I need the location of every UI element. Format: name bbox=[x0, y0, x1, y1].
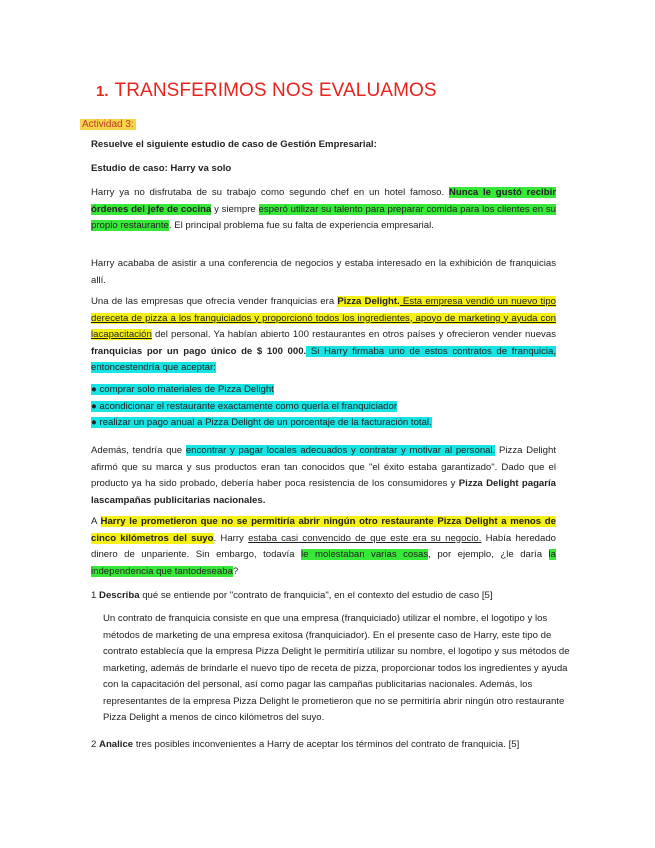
case-title: Estudio de caso: Harry va solo bbox=[91, 163, 232, 174]
p1-text-e: . El principal problema fue su falta de experiencia empresarial. bbox=[168, 220, 434, 231]
heading-number: 1. bbox=[96, 83, 109, 100]
bullet-item: ● acondicionar el restaurante exactamente como quería el franquiciador bbox=[91, 400, 398, 412]
p3-text-d: del personal. Ya habían abierto 100 restaurantes en otros países y ofrecieron vender nuevas bbox=[151, 329, 556, 340]
p3-highlight-accept: Si Harry firmaba uno de estos contratos de franquicia, entoncestendría que aceptar: bbox=[91, 345, 557, 373]
question-2 bbox=[91, 737, 519, 754]
p5-highlight-bothered: le molestaban varias cosas bbox=[301, 549, 429, 560]
bullet-item: ● comprar solo materiales de Pizza Delight bbox=[91, 384, 274, 395]
p4-ads: Pizza Delight pagaría lascampañas publicitarias nacionales. bbox=[91, 478, 557, 506]
p5-text-e: Había heredado dinero de unpariente. Sin embargo, todavía bbox=[91, 532, 557, 560]
p4-highlight-locales: encontrar y pagar locales adecuados y contratar y motivar al personal. bbox=[185, 445, 496, 456]
p3-text-a: Una de las empresas que ofrecía vender franquicias era bbox=[91, 296, 338, 307]
p1-highlight-orders: Nunca le gustó recibir órdenes del jefe de cocina bbox=[91, 187, 556, 215]
instruction: Resuelve el siguiente estudio de caso de Gestión Empresarial: bbox=[91, 139, 377, 150]
paragraph-4 bbox=[91, 443, 556, 509]
bullet-list bbox=[91, 382, 432, 432]
p5-text-c: . Harry bbox=[213, 532, 249, 544]
p5-text-a: A bbox=[91, 516, 101, 527]
p5-highlight-promise: Harry le prometieron que no se permitiría abrir ningún otro restaurante Pizza Delight a menos de cinco kilómetros del suyo bbox=[91, 516, 556, 544]
p4-text-c: Pizza Delight afirmó que su marca y sus productos eran tan conocidos que "el éxito estaba garantizado". Dado que el producto ya ha sido probado, debería haber poca resistencia de los consumidores y bbox=[91, 445, 557, 489]
p5-text-i: ? bbox=[232, 565, 239, 577]
p3-franchise-fee: franquicias por un pago único de $ 100 000. bbox=[91, 345, 307, 357]
p1-highlight-talent: esperó utilizar su talento para preparar comida para los clientes en su propio restaurante bbox=[91, 203, 556, 231]
q2-number: 2 bbox=[91, 739, 100, 750]
p5-convinced: estaba casi convencido de que este era su negocio. bbox=[248, 532, 482, 544]
p5-highlight-independence: la independencia que tantodeseaba bbox=[91, 549, 556, 577]
question-1 bbox=[91, 588, 493, 605]
p4-text-a: Además, tendría que bbox=[91, 445, 186, 456]
activity-label: Actividad 3: bbox=[82, 119, 134, 130]
p5-text-g: , por ejemplo, ¿le daría bbox=[428, 549, 549, 560]
answer-1: Un contrato de franquicia consiste en que una empresa (franquiciado) utilizar el nombre, el logotipo y los métodos de marketing de una empresa exitosa (franquiciador). En el presente caso de Harry, este tipo de contrato establecía que la empresa Pizza Delight le permitiría utilizar su nombre, el logotipo y sus métodos de marketing, además de brindarle el nuevo tipo de receta de pizza, proporcionar todos los ingredientes y ayuda con la capacitación del personal, así como pagar las campañas publicitarias nacionales. Además, los representantes de la empresa Pizza Delight le prometieron que no se permitiría abrir ningún otro restaurante Pizza Delight a menos de cinco kilómetros del suyo. bbox=[103, 613, 570, 723]
p3-highlight-offer: Esta empresa vendió un nuevo tipo dereceta de pizza a los franquiciados y proporcionó todos los ingredientes, apoyo de marketing y ayuda con lacapacitación bbox=[91, 296, 556, 340]
paragraph-3 bbox=[91, 294, 556, 377]
p1-text-c: y siempre bbox=[211, 203, 259, 215]
q1-number: 1 bbox=[91, 590, 100, 601]
section-heading bbox=[96, 80, 437, 102]
p3-pizza-delight: Pizza Delight. bbox=[337, 296, 400, 307]
q2-text: tres posibles inconvenientes a Harry de aceptar los términos del contrato de franquicia. [5] bbox=[133, 739, 520, 750]
bullet-item: ● realizar un pago anual a Pizza Delight de un porcentaje de la facturación total. bbox=[91, 417, 432, 428]
q2-verb: Analice bbox=[99, 739, 134, 750]
paragraph-1 bbox=[91, 185, 556, 235]
paragraph-2: Harry acababa de asistir a una conferencia de negocios y estaba interesado en la exhibición de franquicias allí. bbox=[91, 258, 556, 286]
heading-text: TRANSFERIMOS NOS EVALUAMOS bbox=[114, 80, 437, 101]
q1-text: qué se entiende por "contrato de franquicia", en el contexto del estudio de caso [5] bbox=[139, 590, 493, 601]
q1-verb: Describa bbox=[99, 590, 140, 601]
p1-text-a: Harry ya no disfrutaba de su trabajo como segundo chef en un hotel famoso. bbox=[91, 187, 449, 198]
paragraph-5 bbox=[91, 514, 556, 580]
